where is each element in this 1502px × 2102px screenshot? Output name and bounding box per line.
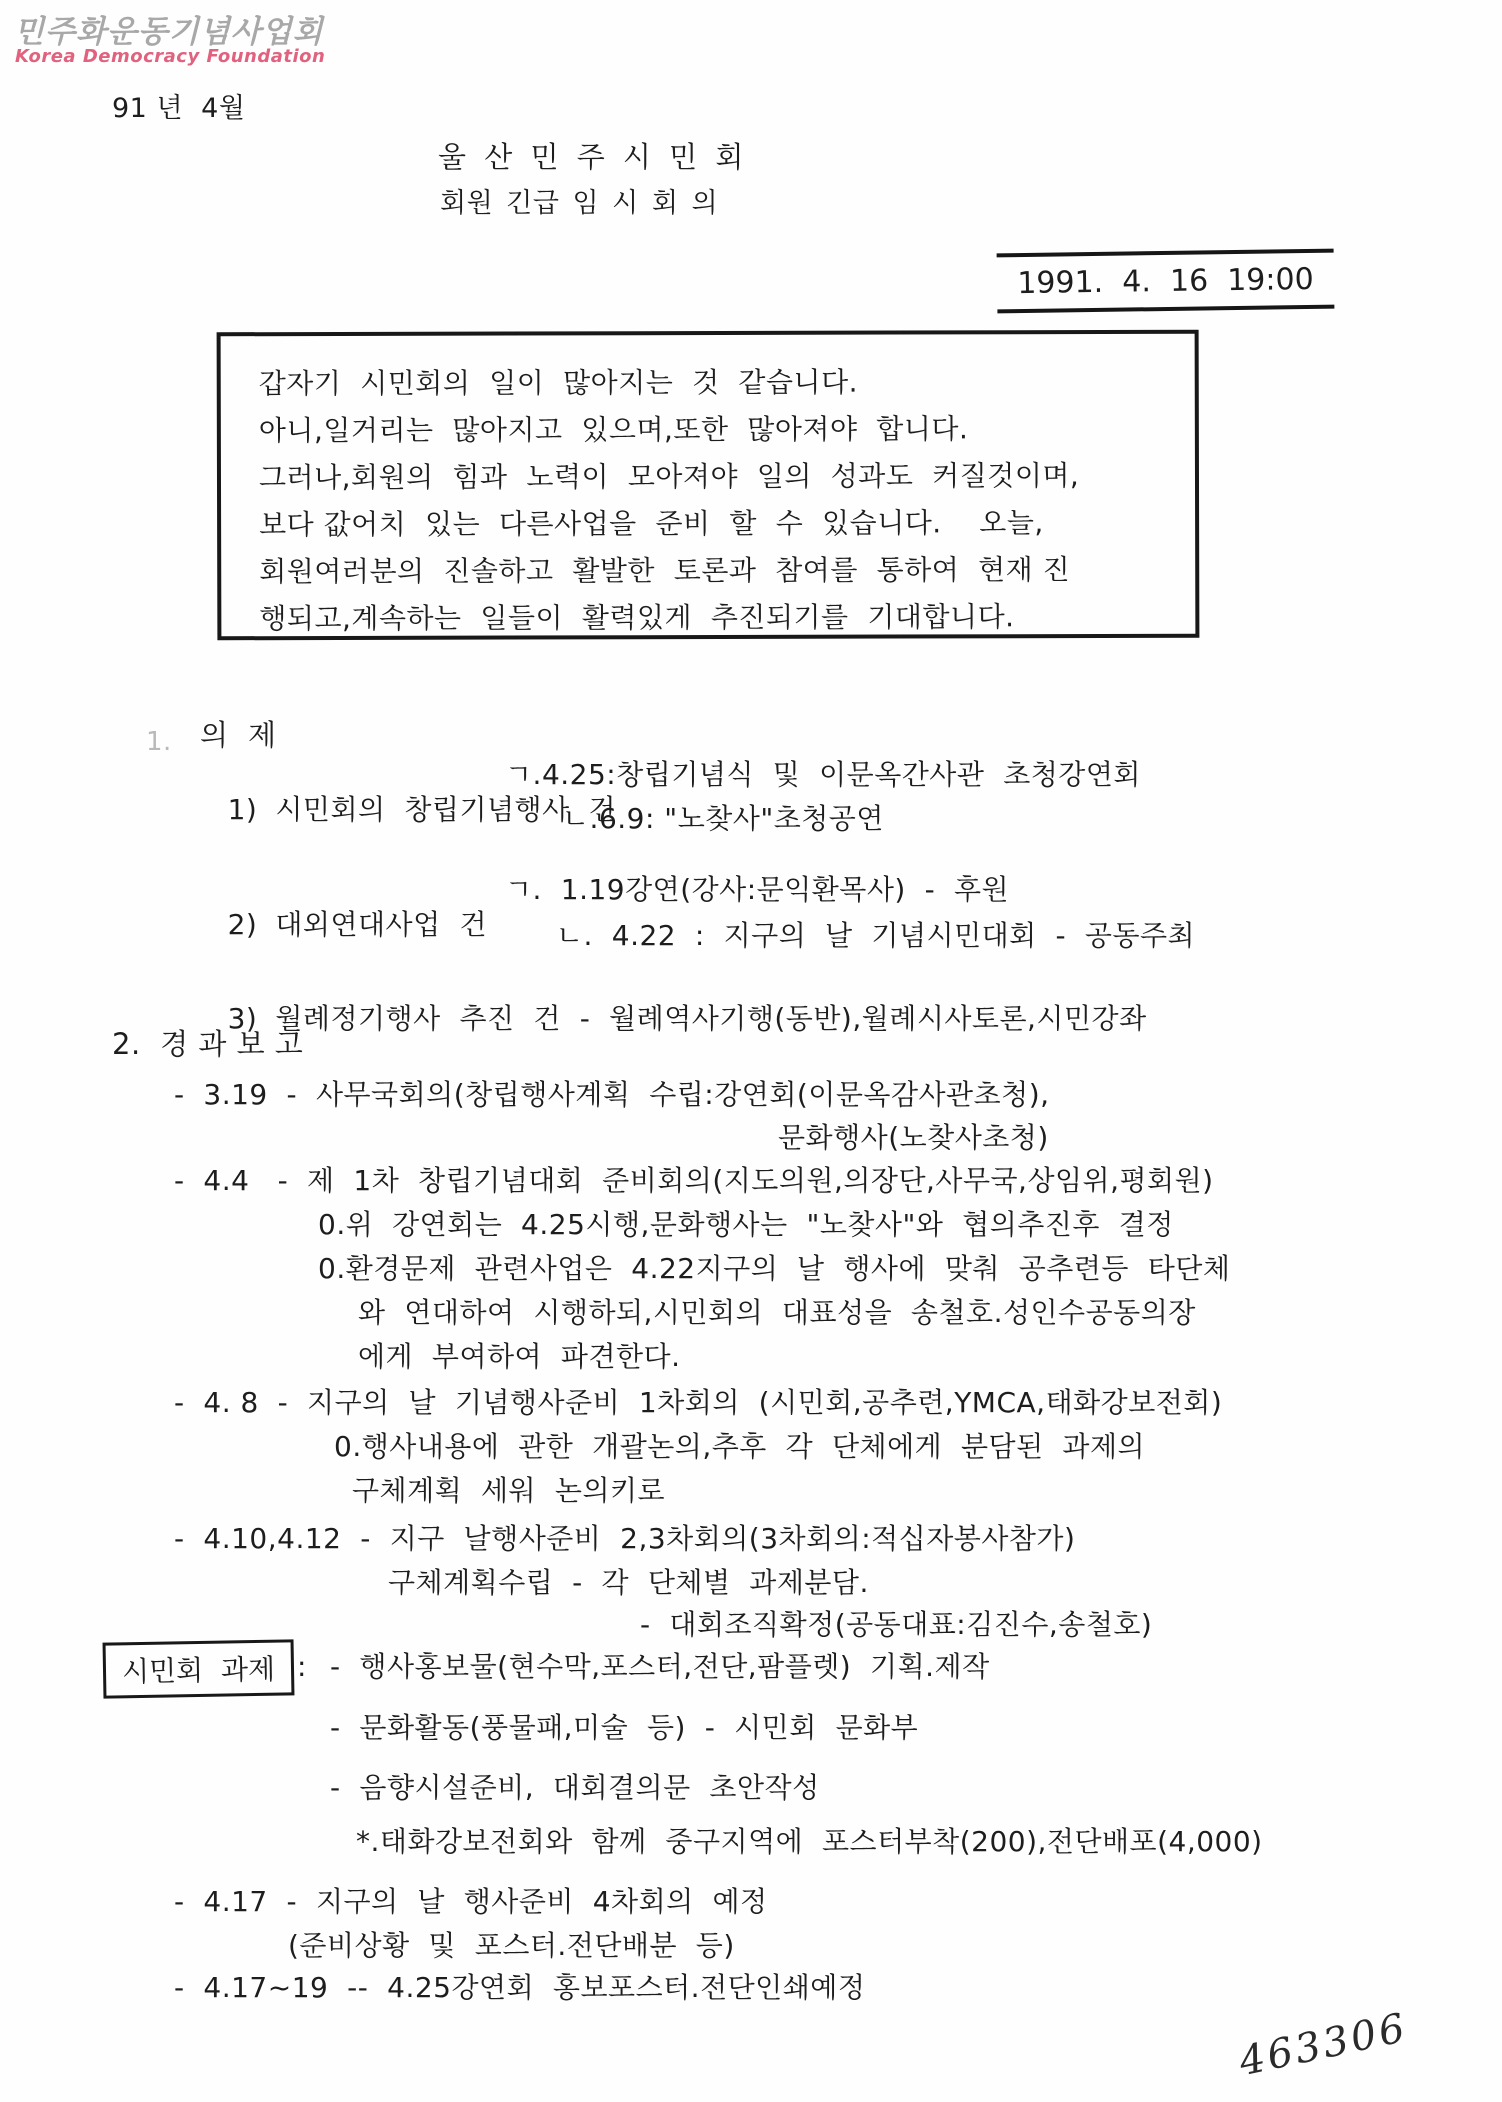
intro-line: 회원여러분의 진솔하고 활발한 토론과 참여를 통하여 현재 진	[259, 553, 1071, 589]
foundation-logo-korean: 민주화운동기념사업회	[14, 14, 324, 50]
agenda-item	[190, 966, 1147, 1071]
progress-line: - 4. 8 - 지구의 날 기념행사준비 1차회의 (시민회,공추련,YMCA,태화강보전회)	[174, 1386, 1223, 1419]
document-period: 91 년 4월	[112, 93, 246, 124]
intro-box	[217, 330, 1200, 641]
agenda-faint-number: 1.	[146, 727, 172, 757]
agenda-item	[190, 872, 487, 977]
org-title: 울 산 민 주 시 민 회	[438, 140, 744, 174]
agenda-item-label: 2)	[227, 908, 258, 941]
tasks-box-label: 시민회 과제	[103, 1639, 295, 1698]
agenda-item-text: 시민회의 창립기념행사 건	[275, 793, 616, 826]
progress-line: - 4.10,4.12 - 지구 날행사준비 2,3차회의(3차회의:적십자봉사참가)	[174, 1522, 1076, 1555]
task-item: - 음향시설준비, 대회결의문 초안작성	[330, 1771, 820, 1804]
progress-heading: 2. 경 과 보 고	[112, 1027, 304, 1061]
progress-line: 문화행사(노찾사초청)	[778, 1121, 1049, 1154]
agenda-item-label: 3)	[227, 1002, 258, 1035]
intro-line: 그러나,회원의 힘과 노력이 모아져야 일의 성과도 커질것이며,	[258, 459, 1080, 495]
task-item: - 문화활동(풍물패,미술 등) - 시민회 문화부	[330, 1711, 919, 1744]
tasks-colon: :	[297, 1650, 307, 1683]
meeting-datetime-box	[997, 249, 1335, 314]
progress-line: - 4.4 - 제 1차 창립기념대회 준비회의(지도의원,의장단,사무국,상임위,평회원)	[174, 1164, 1214, 1197]
progress-line: 0.위 강연회는 4.25시행,문화행사는 "노찾사"와 협의추진후 결정	[318, 1208, 1174, 1241]
schedule-line: (준비상황 및 포스터.전단배분 등)	[288, 1929, 735, 1962]
progress-line: 구체계획수립 - 각 단체별 과제분담.	[388, 1566, 869, 1599]
intro-line: 행되고,계속하는 일들이 활력있게 추진되기를 기대합니다.	[259, 600, 1015, 636]
schedule-line: - 4.17 - 지구의 날 행사준비 4차회의 예정	[174, 1885, 768, 1918]
progress-line: 0.환경문제 관련사업은 4.22지구의 날 행사에 맞춰 공추련등 타단체	[318, 1252, 1231, 1285]
agenda-item-sub: ㄴ. 4.22 : 지구의 날 기념시민대회 - 공동주최	[556, 919, 1196, 952]
progress-line: - 대회조직확정(공동대표:김진수,송철호)	[640, 1608, 1153, 1641]
schedule-line: - 4.17~19 -- 4.25강연회 홍보포스터.전단인쇄예정	[174, 1971, 866, 2004]
task-item: - 행사홍보물(현수막,포스터,전단,팜플렛) 기획.제작	[330, 1650, 990, 1683]
progress-line: - 3.19 - 사무국회의(창립행사계획 수립:강연회(이문옥감사관초청),	[174, 1078, 1050, 1111]
progress-line: 0.행사내용에 관한 개괄논의,추후 각 단체에게 분담된 과제의	[334, 1430, 1146, 1463]
intro-line: 보다 값어치 있는 다른사업을 준비 할 수 있습니다. 오늘,	[259, 506, 1044, 542]
agenda-item-label: 1)	[227, 793, 258, 826]
foundation-logo-english: Korea Democracy Foundation	[15, 46, 326, 67]
agenda-item-sub: ㄴ.6.9: "노찾사"초청공연	[562, 802, 884, 835]
agenda-item-text: 대외연대사업 건	[275, 908, 487, 941]
progress-line: 에게 부여하여 파견한다.	[358, 1340, 681, 1373]
meeting-datetime: 1991. 4. 16 19:00	[1017, 261, 1314, 301]
progress-line: 구체계획 세워 논의키로	[352, 1474, 666, 1507]
agenda-heading: 의 제	[200, 718, 277, 752]
agenda-item-sub: ㄱ. 1.19강연(강사:문익환목사) - 후원	[505, 873, 1010, 906]
intro-line: 갑자기 시민회의 일이 많아지는 것 같습니다.	[258, 365, 859, 401]
handwritten-archive-number: 463306	[1235, 2004, 1412, 2086]
intro-line: 아니,일거리는 많아지고 있으며,또한 많아져야 합니다.	[258, 412, 969, 448]
agenda-item-text: 월례정기행사 추진 건 - 월례역사기행(동반),월례시사토론,시민강좌	[275, 1002, 1147, 1035]
progress-line: 와 연대하여 시행하되,시민회의 대표성을 송철호.성인수공동의장	[358, 1296, 1196, 1329]
agenda-item-sub: ㄱ.4.25:창립기념식 및 이문옥간사관 초청강연회	[505, 758, 1141, 791]
meeting-title: 회원 긴급 임 시 회 의	[440, 188, 719, 219]
task-note: *.태화강보전회와 함께 중구지역에 포스터부착(200),전단배포(4,000)	[356, 1825, 1263, 1858]
